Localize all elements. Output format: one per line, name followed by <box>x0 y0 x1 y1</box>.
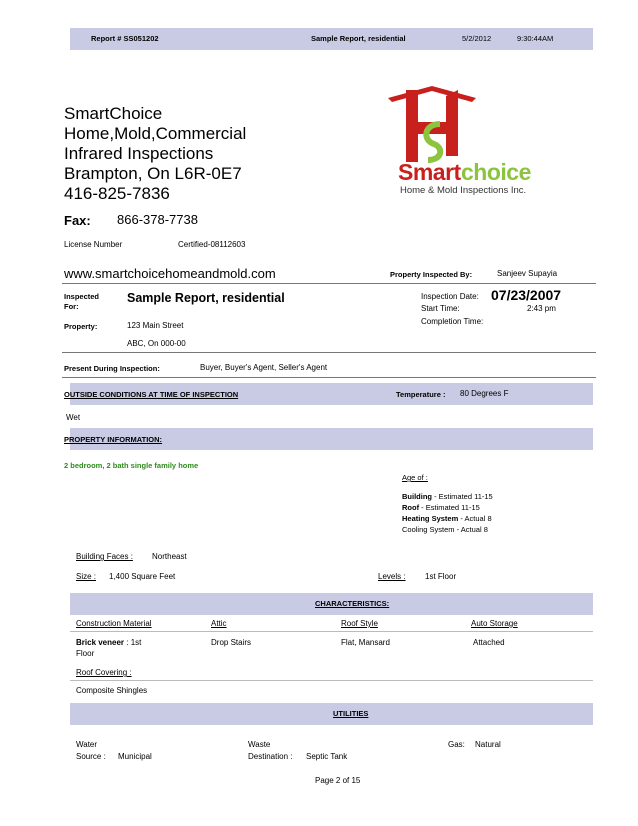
outside-conditions-header: OUTSIDE CONDITIONS AT TIME OF INSPECTION <box>64 390 239 399</box>
roof-style-value: Flat, Mansard <box>341 638 390 647</box>
license-number: Certified-08112603 <box>178 240 246 249</box>
inspected-for-label-2: For: <box>64 302 79 311</box>
age-label: Age of : <box>402 473 428 482</box>
property-address-2: ABC, On 000-00 <box>127 339 186 348</box>
logo-brand-smart: Smart <box>398 159 461 185</box>
company-phone: 416-825-7836 <box>64 184 170 203</box>
start-time-label: Start Time: <box>421 304 460 313</box>
company-logo <box>388 86 548 198</box>
divider <box>62 283 596 284</box>
property-address-1: 123 Main Street <box>127 321 184 330</box>
company-name-line3: Infrared Inspections <box>64 144 214 163</box>
levels-value: 1st Floor <box>425 572 457 581</box>
utilities-header: UTILITIES <box>333 709 369 718</box>
attic-value: Drop Stairs <box>211 638 252 647</box>
inspected-for-value: Sample Report, residential <box>127 291 285 305</box>
company-city: Brampton, On L6R-0E7 <box>64 164 242 183</box>
destination-label: Destination : <box>248 752 293 761</box>
size-value: 1,400 Square Feet <box>109 572 176 581</box>
gas-label: Gas: <box>448 740 465 749</box>
report-date: 5/2/2012 <box>462 34 492 43</box>
characteristics-header: CHARACTERISTICS: <box>315 599 390 608</box>
completion-time-label: Completion Time: <box>421 317 484 326</box>
fax-label: Fax: <box>64 213 91 228</box>
company-name-line1: SmartChoice <box>64 104 163 123</box>
construction-value-line2: Floor <box>76 649 95 658</box>
destination-value: Septic Tank <box>306 752 348 761</box>
company-website: www.smartchoicehomeandmold.com <box>64 266 276 281</box>
source-value: Municipal <box>118 752 152 761</box>
divider <box>70 680 593 681</box>
page-number: Page 2 of 15 <box>315 776 361 785</box>
temperature-label: Temperature : <box>396 390 446 399</box>
waste-label: Waste <box>248 740 271 749</box>
property-description: 2 bedroom, 2 bath single family home <box>64 461 199 470</box>
building-faces-value: Northeast <box>152 552 187 561</box>
age-row: Cooling System - Actual 8 <box>402 525 488 534</box>
divider <box>70 631 593 632</box>
age-row: Building - Estimated 11-15 <box>402 492 493 501</box>
roof-covering-label: Roof Covering : <box>76 668 132 677</box>
company-block <box>64 104 246 204</box>
levels-label: Levels : <box>378 572 406 581</box>
temperature-value: 80 Degrees F <box>460 389 509 398</box>
start-time: 2:43 pm <box>527 304 556 313</box>
size-label: Size : <box>76 572 97 581</box>
water-label: Water <box>76 740 98 749</box>
property-info-header: PROPERTY INFORMATION: <box>64 435 163 444</box>
roof-style-label: Roof Style <box>341 619 378 628</box>
report-name: Sample Report, residential <box>311 34 406 43</box>
building-faces-label: Building Faces : <box>76 552 133 561</box>
age-list <box>402 491 493 535</box>
gas-value: Natural <box>475 740 501 749</box>
roof-covering-value: Composite Shingles <box>76 686 148 695</box>
inspection-date: 07/23/2007 <box>491 287 562 303</box>
construction-value: Brick veneer : 1st <box>76 638 142 647</box>
inspector-name: Sanjeev Supayia <box>497 269 558 278</box>
auto-storage-value: Attached <box>473 638 505 647</box>
logo-brand-choice: choice <box>461 159 531 185</box>
age-row: Heating System - Actual 8 <box>402 514 492 523</box>
construction-label: Construction Material <box>76 619 152 628</box>
outside-condition: Wet <box>66 413 81 422</box>
source-label: Source : <box>76 752 106 761</box>
property-label: Property: <box>64 322 98 331</box>
auto-storage-label: Auto Storage <box>471 619 518 628</box>
inspection-date-label: Inspection Date: <box>421 292 479 301</box>
attic-label: Attic <box>211 619 227 628</box>
age-row: Roof - Estimated 11-15 <box>402 503 480 512</box>
report-number: Report # SS051202 <box>91 34 159 43</box>
divider <box>62 352 596 353</box>
present-label: Present During Inspection: <box>64 364 160 373</box>
license-label: License Number <box>64 240 123 249</box>
inspected-by-label: Property Inspected By: <box>390 270 473 279</box>
fax-number: 866-378-7738 <box>117 212 198 227</box>
inspected-for-label-1: Inspected <box>64 292 100 301</box>
company-name-line2: Home,Mold,Commercial <box>64 124 247 143</box>
section-header-bg <box>70 703 593 725</box>
divider <box>62 377 596 378</box>
present-value: Buyer, Buyer's Agent, Seller's Agent <box>200 363 328 372</box>
logo-tagline: Home & Mold Inspections Inc. <box>400 185 527 196</box>
report-time: 9:30:44AM <box>517 34 554 43</box>
